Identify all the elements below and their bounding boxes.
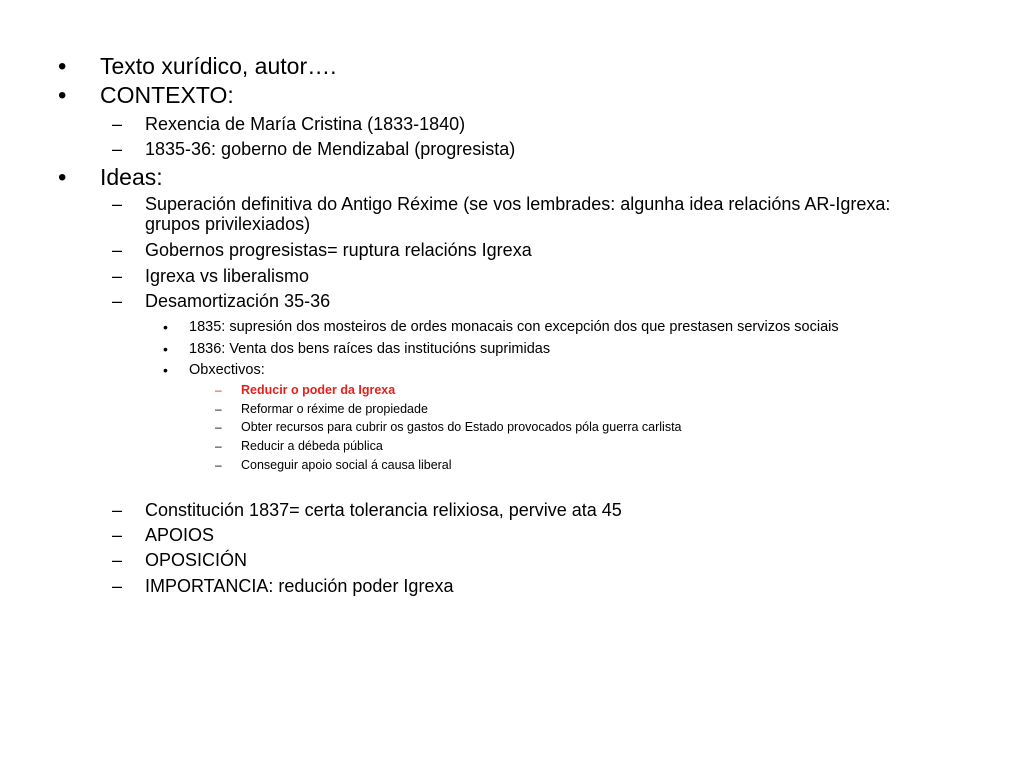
- bullet-text: Desamortización 35-36: [145, 291, 331, 311]
- bullet-text: Obter recursos para cubrir os gastos do Estado provocados póla guerra carlista: [241, 420, 682, 434]
- bullet-text: Reformar o réxime de propiedade: [241, 402, 428, 416]
- bullet-dot-icon: •: [58, 53, 67, 80]
- bullet-text: 1836: Venta dos bens raíces das institucións suprimidas: [189, 341, 551, 357]
- bullet-dash-icon: –: [215, 402, 222, 416]
- bullet-dash-icon: –: [215, 383, 222, 397]
- bullet-text: IMPORTANCIA: redución poder Igrexa: [145, 576, 454, 596]
- bullet-text: APOIOS: [145, 525, 215, 545]
- bullet-text: 1835: supresión dos mosteiros de ordes monacais con excepción dos que prestasen servizos sociais: [189, 319, 839, 335]
- bullet-text: Reducir a débeda pública: [241, 439, 383, 453]
- bullet-dash-icon: –: [215, 420, 222, 434]
- bullet-text: Texto xurídico, autor….: [100, 53, 337, 79]
- bullet-text: grupos privilexiados): [145, 214, 311, 234]
- bullet-dash-icon: –: [112, 240, 123, 260]
- bullet-text: Ideas:: [100, 164, 163, 190]
- bullet-dot-icon: •: [163, 362, 168, 378]
- bullet-dash-icon: –: [112, 291, 123, 311]
- bullet-text: Constitución 1837= certa tolerancia relixiosa, pervive ata 45: [145, 500, 622, 520]
- bullet-dash-icon: –: [112, 139, 123, 159]
- bullet-dot-icon: •: [163, 319, 168, 335]
- bullet-text: OPOSICIÓN: [145, 550, 248, 570]
- bullet-text: 1835-36: goberno de Mendizabal (progresista): [145, 139, 516, 159]
- bullet-text: Obxectivos:: [189, 362, 265, 378]
- bullet-dot-icon: •: [58, 164, 67, 191]
- bullet-text: Reducir o poder da Igrexa: [241, 383, 396, 397]
- bullet-dot-icon: •: [58, 82, 67, 109]
- bullet-dash-icon: –: [112, 194, 123, 214]
- bullet-dash-icon: –: [112, 500, 123, 520]
- bullet-dash-icon: –: [215, 439, 222, 453]
- bullet-text: Rexencia de María Cristina (1833-1840): [145, 114, 466, 134]
- bullet-text: Gobernos progresistas= ruptura relacións Igrexa: [145, 240, 532, 260]
- bullet-dash-icon: –: [112, 266, 123, 286]
- bullet-text: Igrexa vs liberalismo: [145, 266, 310, 286]
- bullet-text: Conseguir apoio social á causa liberal: [241, 458, 452, 472]
- bullet-dash-icon: –: [215, 458, 222, 472]
- bullet-dash-icon: –: [112, 525, 123, 545]
- bullet-dash-icon: –: [112, 550, 123, 570]
- bullet-dash-icon: –: [112, 114, 123, 134]
- bullet-dot-icon: •: [163, 341, 168, 357]
- bullet-text: Superación definitiva do Antigo Réxime (se vos lembrades: algunha idea relacións AR-Igrexa:: [145, 194, 891, 214]
- bullet-dash-icon: –: [112, 576, 123, 596]
- bullet-text: CONTEXTO:: [100, 82, 234, 108]
